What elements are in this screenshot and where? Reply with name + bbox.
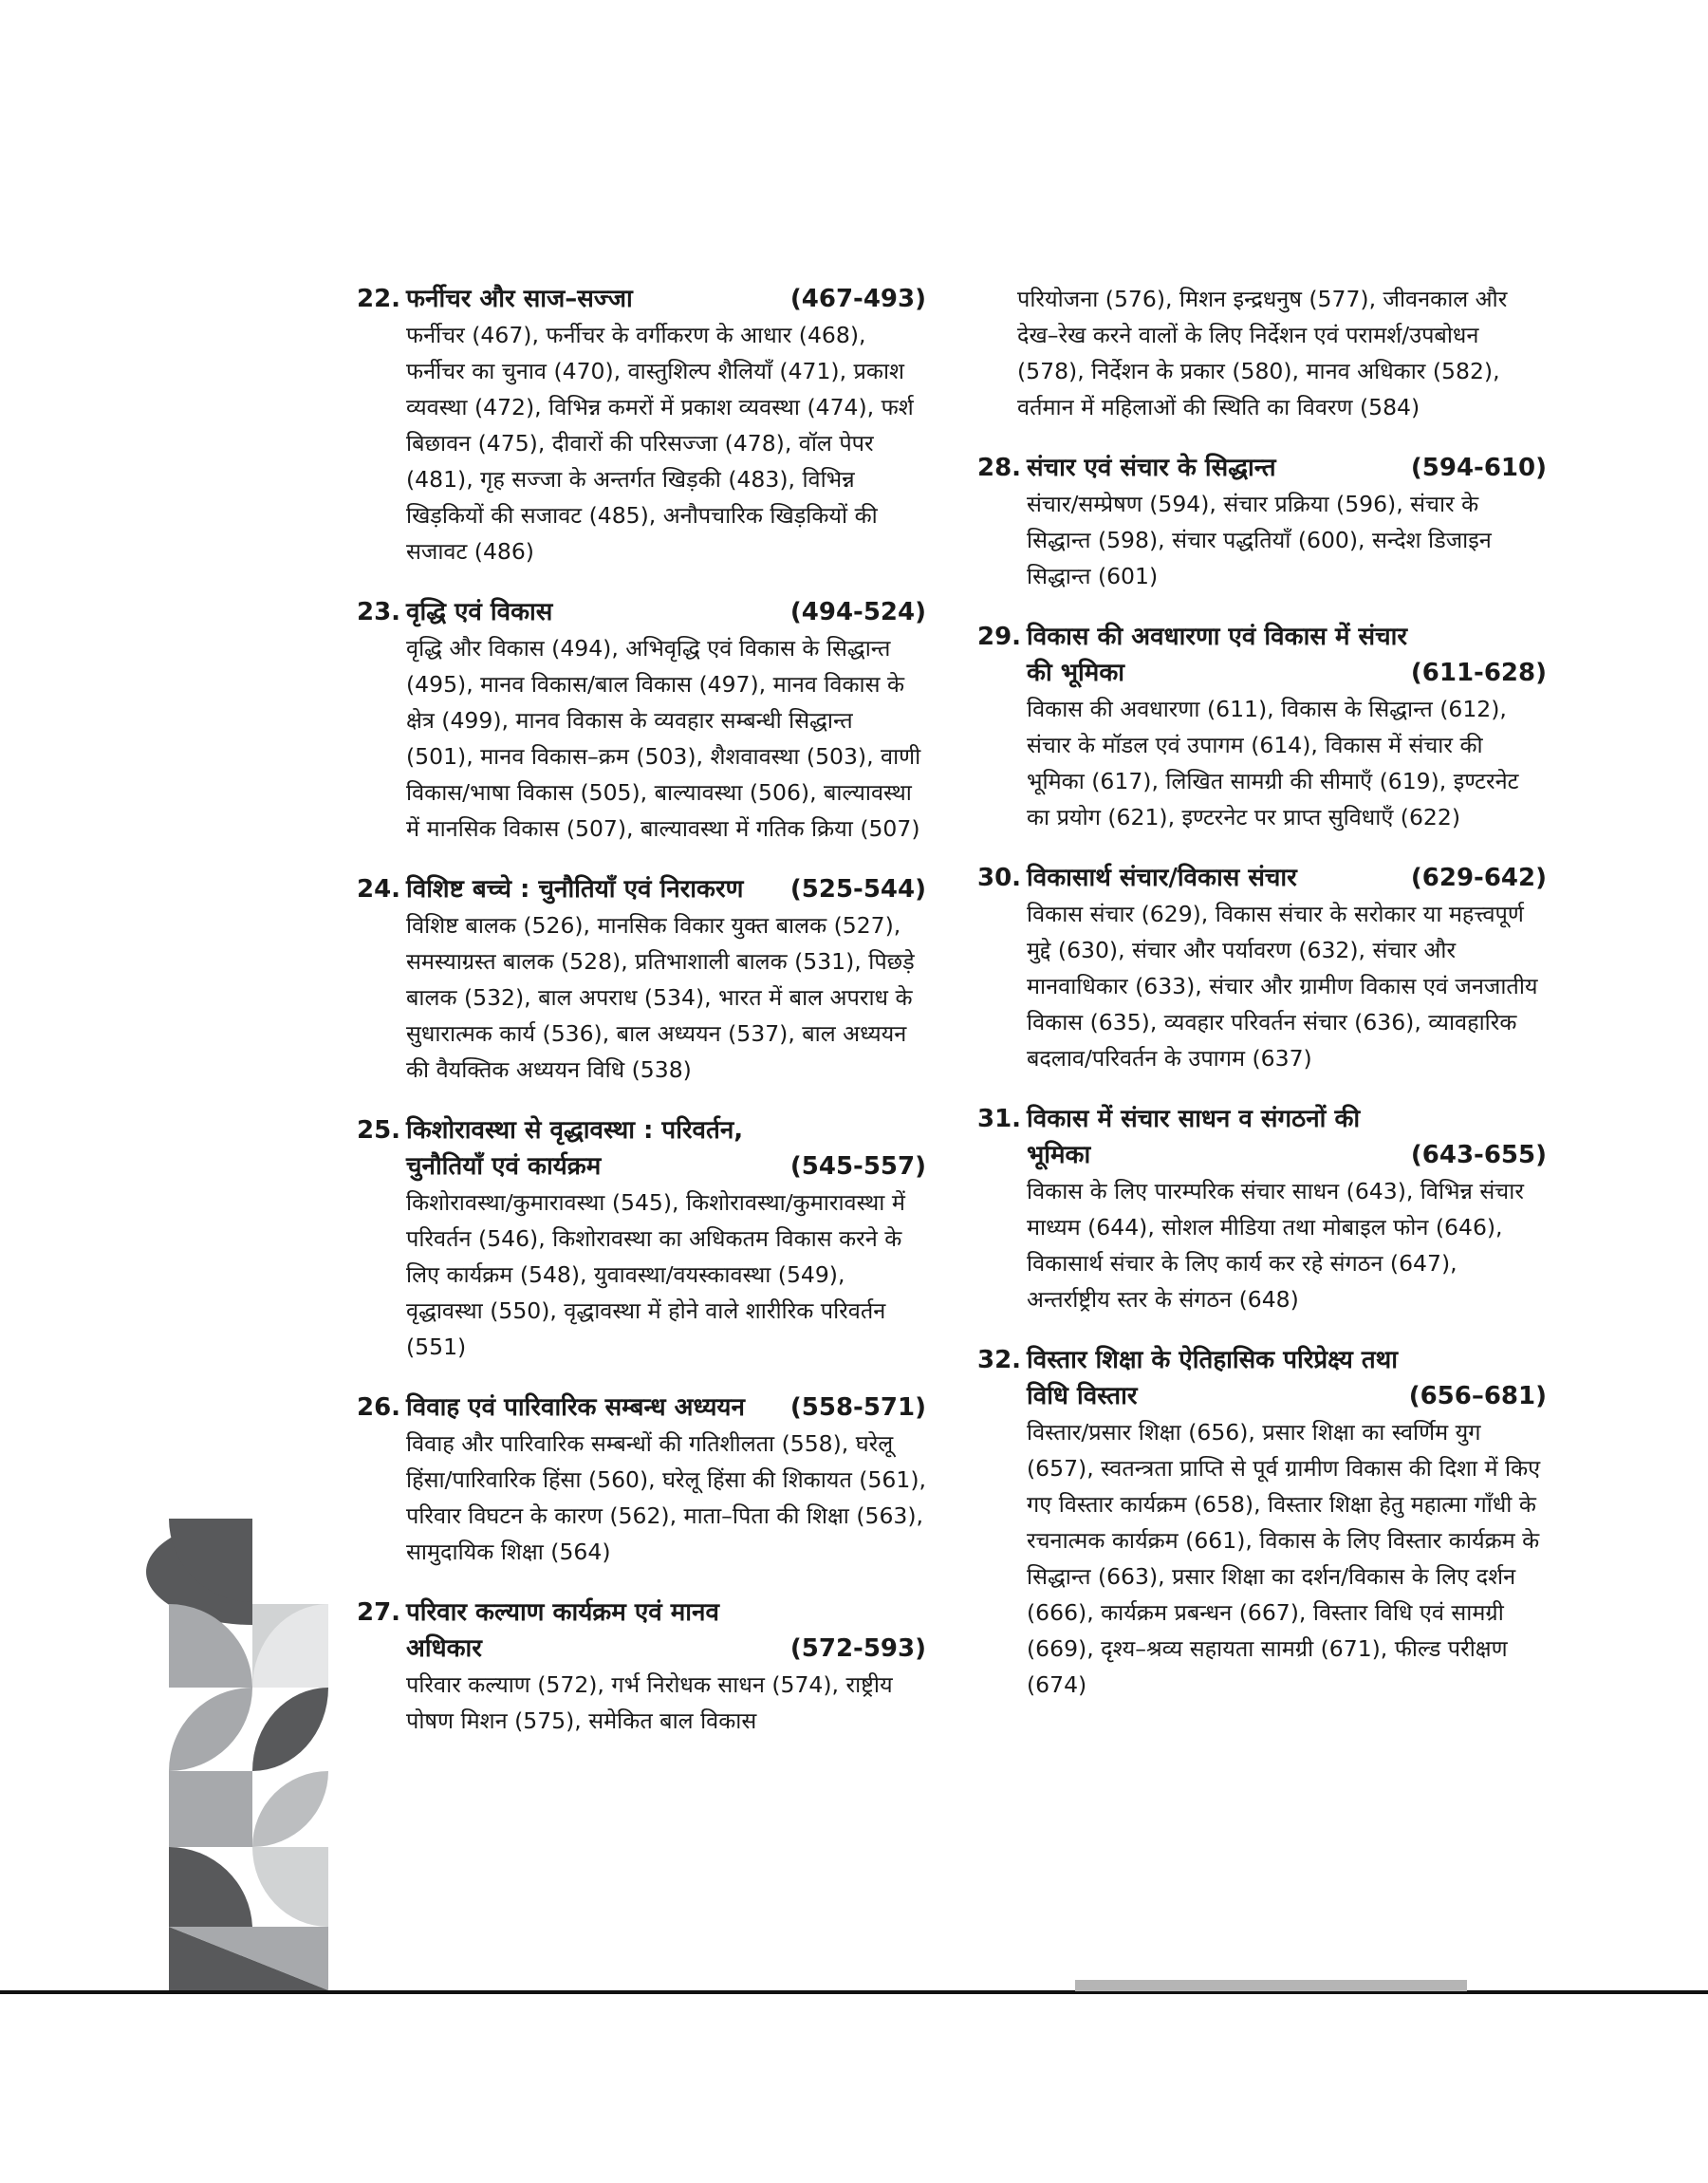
chapter-25 <box>357 1112 926 1365</box>
chapter-title: किशोरावस्था से वृद्धावस्था : परिवर्तन, <box>406 1116 744 1145</box>
chapter-number: 22. <box>357 285 401 313</box>
chapter-topics: किशोरावस्था/कुमारावस्था (545), किशोरावस्था/कुमारावस्था में परिवर्तन (546), किशोरावस्था का अधिकतम विकास करने के लिए कार्यक्रम (548), युवावस्था/वयस्कावस्था (549), वृद्धावस्था (550), वृद्धावस्था में होने वाले शारीरिक परिवर्तन (551) <box>406 1189 905 1360</box>
chapter-title: विकास की अवधारणा एवं विकास में संचार <box>1027 623 1407 651</box>
chapter-topics: विस्तार/प्रसार शिक्षा (656), प्रसार शिक्षा का स्वर्णिम युग (657), स्वतन्त्रता प्राप्ति से पूर्व ग्रामीण विकास की दिशा में किए गए विस्तार कार्यक्रम (658), विस्तार शिक्षा हेतु महात्मा गाँधी के रचनात्मक कार्यक्रम (661), विकास के लिए विस्तार कार्यक्रम के सिद्धान्त (663), प्रसार शिक्षा का दर्शन/विकास के लिए दर्शन (666), कार्यक्रम प्रबन्धन (667), विस्तार विधि एवं सामग्री (669), दृश्य–श्रव्य सहायता सामग्री (671), फील्ड परीक्षण (674) <box>1027 1419 1541 1698</box>
chapter-pages: (545-557) <box>789 1152 926 1181</box>
chapter-title-line2: चुनौतियाँ एवं कार्यक्रम <box>406 1152 602 1181</box>
chapter-pages: (467-493) <box>789 285 926 313</box>
chapter-title-line2: विधि विस्तार <box>1027 1382 1138 1410</box>
chapter-26 <box>357 1390 926 1570</box>
chapter-topics: विशिष्ट बालक (526), मानसिक विकार युक्त बालक (527), समस्याग्रस्त बालक (528), प्रतिभाशाली बालक (531), पिछड़े बालक (532), बाल अपराध (534), भारत में बाल अपराध के सुधारात्मक कार्य (536), बाल अध्ययन (537), बाल अध्ययन की वैयक्तिक अध्ययन विधि (538) <box>406 912 915 1083</box>
chapter-title: संचार एवं संचार के सिद्धान्त <box>1027 454 1276 482</box>
decorative-pattern <box>0 0 342 1993</box>
chapter-title: विस्तार शिक्षा के ऐतिहासिक परिप्रेक्ष्य तथा <box>1027 1346 1399 1374</box>
chapter-pages: (525-544) <box>789 875 926 904</box>
quarter-shape-4 <box>252 1847 328 1927</box>
chapter-number: 28. <box>977 454 1022 482</box>
chapter-22 <box>357 281 926 569</box>
chapter-topics: फर्नीचर (467), फर्नीचर के वर्गीकरण के आधार (468), फर्नीचर का चुनाव (470), वास्तुशिल्प शैलियाँ (471), प्रकाश व्यवस्था (472), विभिन्न कमरों में प्रकाश व्यवस्था (474), फर्श बिछावन (475), दीवारों की परिसज्जा (478), वॉल पेपर (481), गृह सज्जा के अन्तर्गत खिड़की (483), विभिन्न खिड़कियों की सजावट (485), अनौपचारिक खिड़कियों की सजावट (486) <box>406 322 914 565</box>
chapter-title-line2: अधिकार <box>406 1634 482 1663</box>
grey-accent-bar <box>1075 1980 1467 1991</box>
chapter-title: विकासार्थ संचार/विकास संचार <box>1027 864 1297 892</box>
chapter-24 <box>357 871 926 1088</box>
leaf-shape-2 <box>252 1688 328 1771</box>
quarter-shape-3 <box>169 1847 252 1927</box>
chapter-number: 29. <box>977 623 1022 651</box>
chapter-28 <box>977 450 1547 594</box>
chapter-pages: (558-571) <box>789 1393 926 1422</box>
chapter-title: वृद्धि एवं विकास <box>406 598 553 626</box>
chapter-topics: वृद्धि और विकास (494), अभिवृद्धि एवं विकास के सिद्धान्त (495), मानव विकास/बाल विकास (497), मानव विकास के क्षेत्र (499), मानव विकास के व्यवहार सम्बन्धी सिद्धान्त (501), मानव विकास–क्रम (503), शैशवावस्था (503), वाणी विकास/भाषा विकास (505), बाल्यावस्था (506), बाल्यावस्था में मानसिक विकास (507), बाल्यावस्था में गतिक क्रिया (507) <box>406 635 921 842</box>
chapter-27 <box>357 1595 926 1739</box>
chapter-topics: विकास के लिए पारम्परिक संचार साधन (643), विभिन्न संचार माध्यम (644), सोशल मीडिया तथा मोबाइल फोन (646), विकासार्थ संचार के लिए कार्य कर रहे संगठन (647), अन्तर्राष्ट्रीय स्तर के संगठन (648) <box>1027 1178 1524 1313</box>
chapter-pages: (656–681) <box>1408 1382 1547 1410</box>
chapter-pages: (611-628) <box>1410 659 1547 687</box>
chapter-number: 30. <box>977 864 1022 892</box>
chapter-topics: संचार/सम्प्रेषण (594), संचार प्रक्रिया (596), संचार के सिद्धान्त (598), संचार पद्धतियाँ (600), सन्देश डिजाइन सिद्धान्त (601) <box>1027 491 1492 589</box>
chapter-title: विकास में संचार साधन व संगठनों की <box>1027 1105 1361 1133</box>
chapter-title: विवाह एवं पारिवारिक सम्बन्ध अध्ययन <box>406 1393 745 1422</box>
chapter-pages: (494-524) <box>789 598 926 626</box>
chapter-title: परिवार कल्याण कार्यक्रम एवं मानव <box>406 1598 719 1627</box>
chapter-number: 26. <box>357 1393 401 1422</box>
chapter-number: 31. <box>977 1105 1022 1133</box>
chapter-29 <box>977 619 1547 835</box>
chapter-title: फर्नीचर और साज–सज्जा <box>406 285 633 313</box>
chapter-pages: (629-642) <box>1410 864 1547 892</box>
chapter-23 <box>357 594 926 847</box>
chapter-topics: विवाह और पारिवारिक सम्बन्धों की गतिशीलता (558), घरेलू हिंसा/पारिवारिक हिंसा (560), घरेलू हिंसा की शिकायत (561), परिवार विघटन के कारण (562), माता–पिता की शिक्षा (563), सामुदायिक शिक्षा (564) <box>406 1430 926 1565</box>
leaf-shape-1 <box>169 1688 252 1771</box>
right-column <box>977 281 1547 1727</box>
chapter-pages: (572-593) <box>789 1634 926 1663</box>
chapter-30 <box>977 860 1547 1076</box>
chapter-31 <box>977 1101 1547 1317</box>
square-mid <box>169 1771 252 1847</box>
chapter-topics: विकास की अवधारणा (611), विकास के सिद्धान्त (612), संचार के मॉडल एवं उपागम (614), विकास में संचार की भूमिका (617), लिखित सामग्री की सीमाएँ (619), इण्टरनेट का प्रयोग (621), इण्टरनेट पर प्राप्त सुविधाएँ (622) <box>1027 696 1519 830</box>
chapter-number: 24. <box>357 875 401 904</box>
leaf-shape-3 <box>252 1771 328 1847</box>
chapter-number: 27. <box>357 1598 401 1627</box>
chapter-pages: (594-610) <box>1410 454 1547 482</box>
chapter-topics: विकास संचार (629), विकास संचार के सरोकार या महत्त्वपूर्ण मुद्दे (630), संचार और पर्यावरण (632), संचार और मानवाधिकार (633), संचार और ग्रामीण विकास एवं जनजातीय विकास (635), व्यवहार परिवर्तन संचार (636), व्यावहारिक बदलाव/परिवर्तन के उपागम (637) <box>1027 901 1538 1072</box>
chapter-number: 25. <box>357 1116 401 1145</box>
chapter-number: 32. <box>977 1346 1022 1374</box>
chapter-32 <box>977 1342 1547 1703</box>
left-column <box>357 281 926 1763</box>
chapter-title-line2: भूमिका <box>1027 1141 1091 1169</box>
chapter-title: विशिष्ट बच्चे : चुनौतियाँ एवं निराकरण <box>406 875 744 904</box>
chapter-title-line2: की भूमिका <box>1027 659 1125 687</box>
chapter-27-continuation: परियोजना (576), मिशन इन्द्रधनुष (577), जीवनकाल और देख–रेख करने वालों के लिए निर्देशन एवं परामर्श/उपबोधन (578), निर्देशन के प्रकार (580), मानव अधिकार (582), वर्तमान में महिलाओं की स्थिति का विवरण (584) <box>1017 286 1508 420</box>
chapter-number: 23. <box>357 598 401 626</box>
chapter-pages: (643-655) <box>1410 1141 1547 1169</box>
chapter-topics: परिवार कल्याण (572), गर्भ निरोधक साधन (574), राष्ट्रीय पोषण मिशन (575), समेकित बाल विकास <box>406 1671 893 1734</box>
